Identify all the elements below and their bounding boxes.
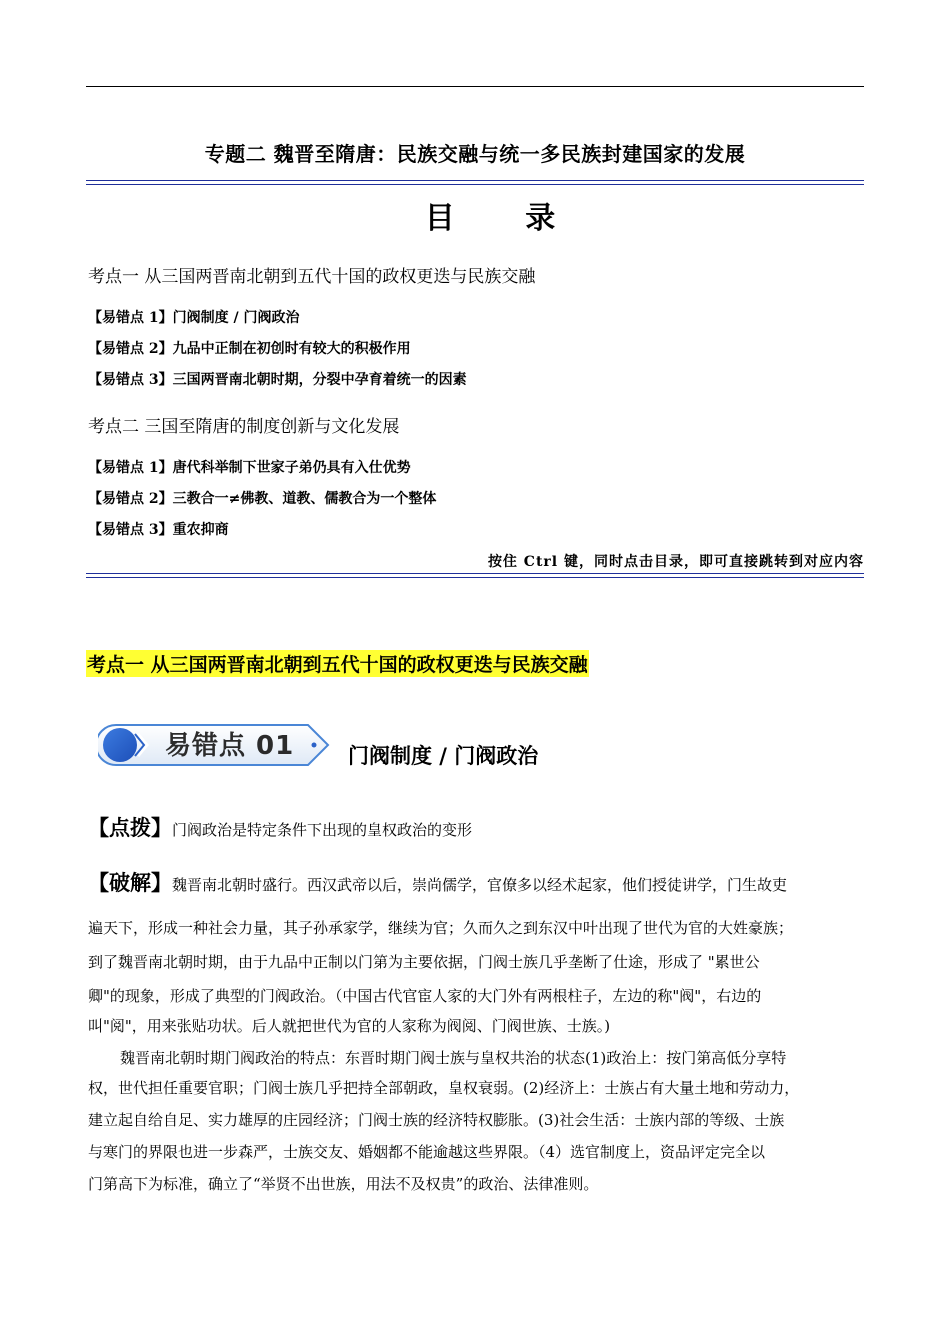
document-title: 专题二 魏晋至隋唐：民族交融与统一多民族封建国家的发展 [204, 142, 746, 166]
features-line: 魏晋南北朝时期门阀政治的特点：东晋时期门阀士族与皇权共治的状态(1)政治上：按门第高低分享特 [120, 1049, 787, 1067]
toc-section-2[interactable]: 考点二 三国至隋唐的制度创新与文化发展 [88, 417, 400, 437]
toc-item[interactable]: 【易错点 3】三国两晋南北朝时期，分裂中孕育着统一的因素 [88, 372, 467, 388]
features-line: 门第高下为标准，确立了“举贤不出世族，用法不及权贵”的政治、法律准则。 [88, 1175, 599, 1193]
analysis-paragraph [88, 866, 864, 902]
toc-item[interactable]: 【易错点 1】门阀制度 / 门阀政治 [88, 310, 300, 326]
badge-label: 易错点 01 [165, 731, 295, 761]
error-point-badge [98, 723, 330, 767]
analysis-label: 【破解】 [88, 871, 172, 895]
toc-item[interactable]: 【易错点 2】三教合一≠佛教、道教、儒教合为一个整体 [88, 491, 437, 507]
analysis-line: 叫"阅"，用来张贴功状。后人就把世代为官的人家称为阀阅、门阀世族、士族。) [88, 1017, 611, 1035]
header-rule [86, 86, 864, 87]
analysis-line: 到了魏晋南北朝时期，由于九品中正制以门第为主要依据，门阀士族几乎垄断了仕途，形成了 "累世公 [88, 953, 760, 971]
toc-item[interactable]: 【易错点 1】唐代科举制下世家子弟仍具有入仕优势 [88, 460, 411, 476]
analysis-line: 卿"的现象，形成了典型的门阀政治。（中国古代官宦人家的大门外有两根柱子，左边的称"阀"，右边的 [88, 987, 762, 1005]
toc-item[interactable]: 【易错点 3】重农抑商 [88, 522, 229, 538]
section-heading: 考点一 从三国两晋南北朝到五代十国的政权更迭与民族交融 [86, 650, 589, 677]
tip-text: 门阀政治是特定条件下出现的皇权政治的变形 [172, 821, 473, 839]
toc-item[interactable]: 【易错点 2】九品中正制在初创时有较大的积极作用 [88, 341, 411, 357]
tip-paragraph [88, 812, 472, 842]
toc-double-rule [86, 573, 864, 578]
tip-label: 【点拨】 [88, 816, 172, 840]
features-line: 与寒门的界限也进一步森严，士族交友、婚姻都不能逾越这些界限。（4）选官制度上，资品评定完全以 [88, 1143, 766, 1161]
toc-section-1[interactable]: 考点一 从三国两晋南北朝到五代十国的政权更迭与民族交融 [88, 267, 536, 287]
analysis-line: 魏晋南北朝时盛行。西汉武帝以后，崇尚儒学，官僚多以经术起家，他们授徒讲学，门生故吏 [172, 876, 788, 894]
features-line: 权，世代担任重要官职；门阀士族几乎把持全部朝政，皇权衰弱。(2)经济上：士族占有大量土地和劳动力， [88, 1079, 800, 1097]
toc-hint: 按住 Ctrl 键，同时点击目录，即可直接跳转到对应内容 [487, 554, 864, 570]
analysis-line: 遍天下，形成一种社会力量，其子孙承家学，继续为官；久而久之到东汉中叶出现了世代为官的大姓豪族； [88, 919, 794, 937]
error-point-title: 门阀制度 / 门阀政治 [348, 743, 539, 768]
title-double-rule [86, 180, 864, 185]
features-line: 建立起自给自足、实力雄厚的庄园经济；门阀士族的经济特权膨胀。(3)社会生活：士族内部的等级、士族 [88, 1111, 785, 1129]
toc-heading: 目 录 [424, 201, 586, 236]
